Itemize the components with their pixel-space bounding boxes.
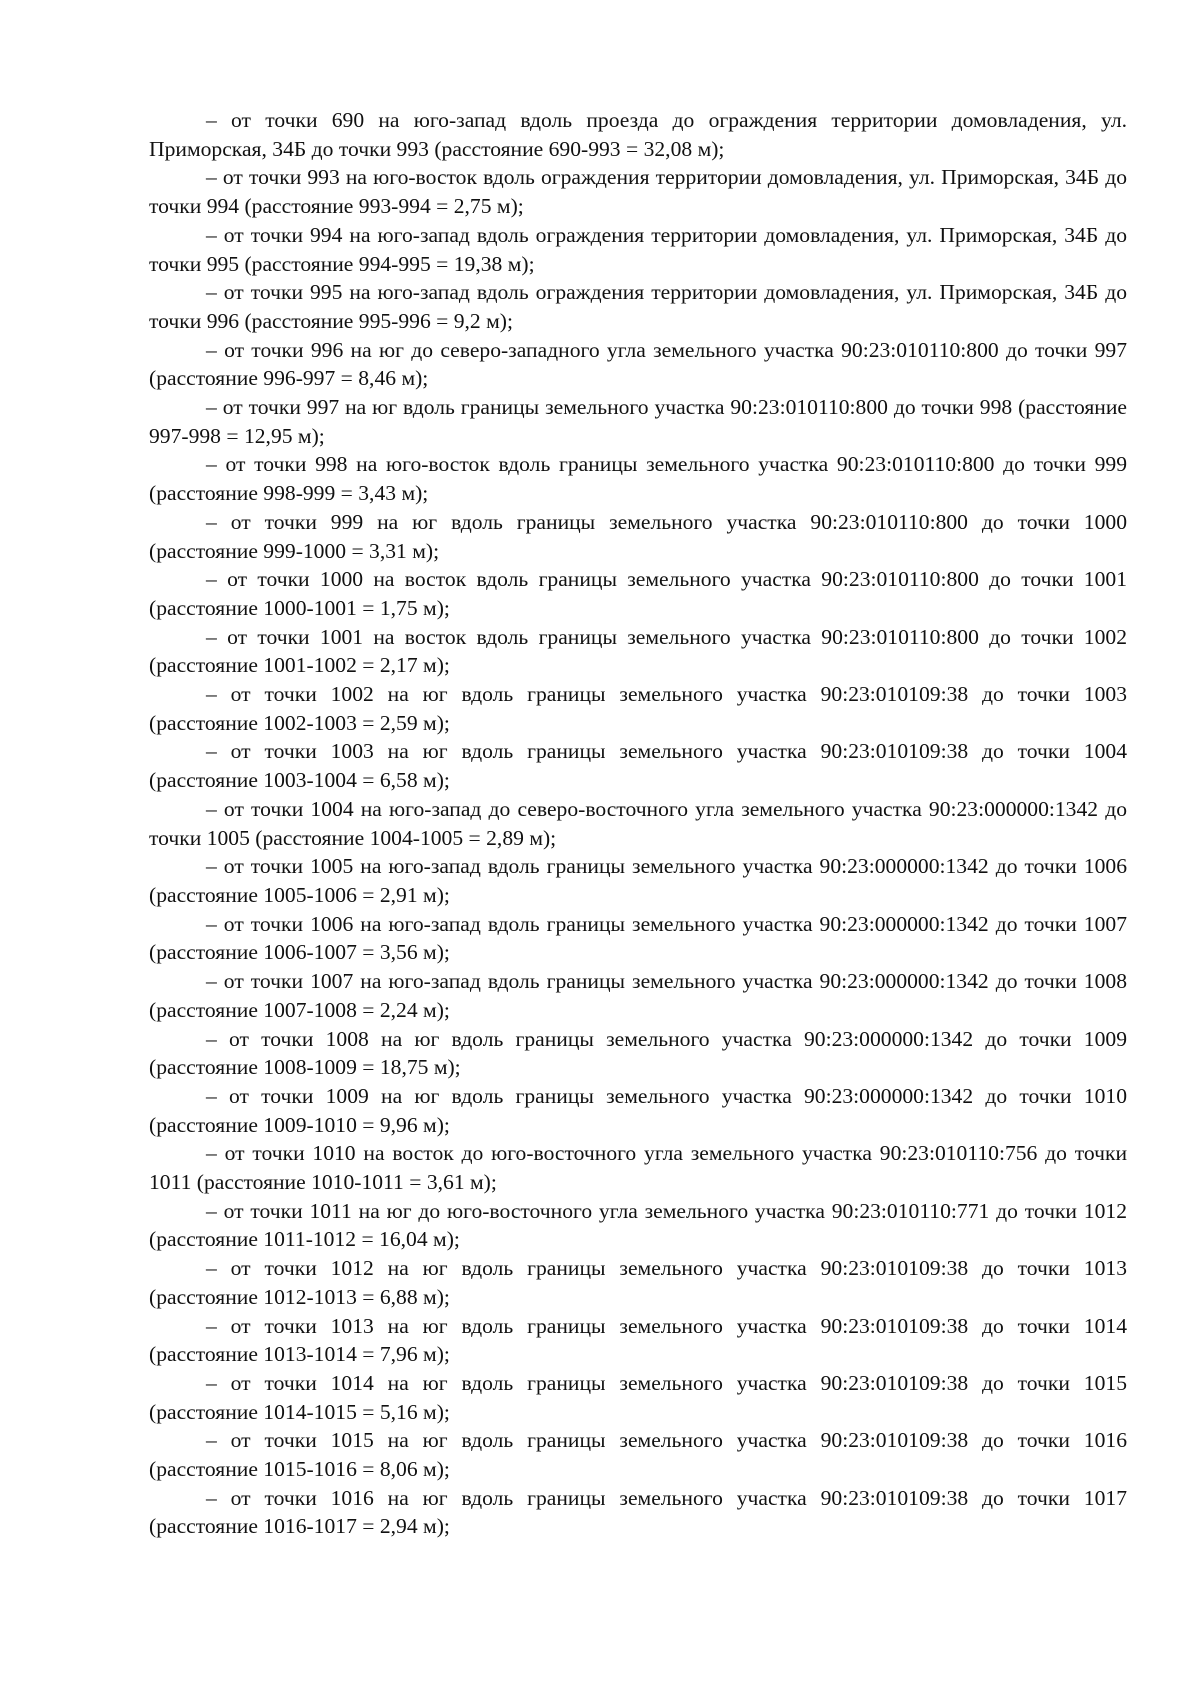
- paragraph-17: – от точки 1008 на юг вдоль границы земельного участка 90:23:000000:1342 до точки 1009 (расстояние 1008-1009 = 18,75 м);: [149, 1026, 1127, 1080]
- document-body: [149, 106, 1127, 1541]
- paragraph-9: – от точки 1000 на восток вдоль границы земельного участка 90:23:010110:800 до точки 1001 (расстояние 1000-1001 = 1,75 м);: [149, 567, 1127, 620]
- paragraph-24: – от точки 1015 на юг вдоль границы земельного участка 90:23:010109:38 до точки 1016 (расстояние 1015-1016 = 8,06 м);: [149, 1428, 1127, 1482]
- paragraph-10: – от точки 1001 на восток вдоль границы земельного участка 90:23:010110:800 до точки 1002 (расстояние 1001-1002 = 2,17 м);: [149, 624, 1127, 678]
- paragraph-20: – от точки 1011 на юг до юго-восточного угла земельного участка 90:23:010110:771 до точки 1012 (расстояние 1011-1012 = 16,04 м);: [149, 1198, 1127, 1252]
- paragraph-21: – от точки 1012 на юг вдоль границы земельного участка 90:23:010109:38 до точки 1013 (расстояние 1012-1013 = 6,88 м);: [149, 1256, 1127, 1309]
- paragraph-6: – от точки 997 на юг вдоль границы земельного участка 90:23:010110:800 до точки 998 (расстояние 997-998 = 12,95 м);: [149, 395, 1127, 448]
- paragraph-13: – от точки 1004 на юго-запад до северо-восточного угла земельного участка 90:23:000000:1342 до точки 1005 (расстояние 1004-1005 = 2,89 м);: [149, 796, 1127, 850]
- paragraph-14: – от точки 1005 на юго-запад вдоль границы земельного участка 90:23:000000:1342 до точки 1006 (расстояние 1005-1006 = 2,91 м);: [149, 854, 1127, 907]
- paragraph-18: – от точки 1009 на юг вдоль границы земельного участка 90:23:000000:1342 до точки 1010 (расстояние 1009-1010 = 9,96 м);: [149, 1083, 1127, 1137]
- paragraph-25: – от точки 1016 на юг вдоль границы земельного участка 90:23:010109:38 до точки 1017 (расстояние 1016-1017 = 2,94 м);: [149, 1485, 1127, 1539]
- paragraph-7: – от точки 998 на юго-восток вдоль границы земельного участка 90:23:010110:800 до точки 999 (расстояние 998-999 = 3,43 м);: [149, 452, 1127, 506]
- paragraph-16: – от точки 1007 на юго-запад вдоль границы земельного участка 90:23:000000:1342 до точки 1008 (расстояние 1007-1008 = 2,24 м);: [149, 969, 1127, 1022]
- paragraph-22: – от точки 1013 на юг вдоль границы земельного участка 90:23:010109:38 до точки 1014 (расстояние 1013-1014 = 7,96 м);: [149, 1313, 1127, 1367]
- paragraph-23: – от точки 1014 на юг вдоль границы земельного участка 90:23:010109:38 до точки 1015 (расстояние 1014-1015 = 5,16 м);: [149, 1370, 1127, 1424]
- paragraph-12: – от точки 1003 на юг вдоль границы земельного участка 90:23:010109:38 до точки 1004 (расстояние 1003-1004 = 6,58 м);: [149, 739, 1127, 793]
- paragraph-2: – от точки 993 на юго-восток вдоль ограждения территории домовладения, ул. Приморская, 34Б до точки 994 (расстояние 993-994 = 2,75 м);: [149, 165, 1127, 219]
- paragraph-15: – от точки 1006 на юго-запад вдоль границы земельного участка 90:23:000000:1342 до точки 1007 (расстояние 1006-1007 = 3,56 м);: [149, 911, 1127, 965]
- paragraph-3: – от точки 994 на юго-запад вдоль ограждения территории домовладения, ул. Приморская, 34Б до точки 995 (расстояние 994-995 = 19,38 м);: [149, 222, 1127, 276]
- paragraph-19: – от точки 1010 на восток до юго-восточного угла земельного участка 90:23:010110:756 до точки 1011 (расстояние 1010-1011 = 3,61 м);: [149, 1141, 1127, 1195]
- paragraph-1: – от точки 690 на юго-запад вдоль проезда до ограждения территории домовладения, ул. Приморская, 34Б до точки 993 (расстояние 690-993 = 32,08 м);: [149, 108, 1127, 161]
- paragraph-11: – от точки 1002 на юг вдоль границы земельного участка 90:23:010109:38 до точки 1003 (расстояние 1002-1003 = 2,59 м);: [149, 682, 1127, 735]
- paragraph-4: – от точки 995 на юго-запад вдоль ограждения территории домовладения, ул. Приморская, 34Б до точки 996 (расстояние 995-996 = 9,2 м);: [149, 280, 1127, 333]
- paragraph-5: – от точки 996 на юг до северо-западного угла земельного участка 90:23:010110:800 до точки 997 (расстояние 996-997 = 8,46 м);: [149, 337, 1127, 391]
- paragraph-8: – от точки 999 на юг вдоль границы земельного участка 90:23:010110:800 до точки 1000 (расстояние 999-1000 = 3,31 м);: [149, 509, 1127, 563]
